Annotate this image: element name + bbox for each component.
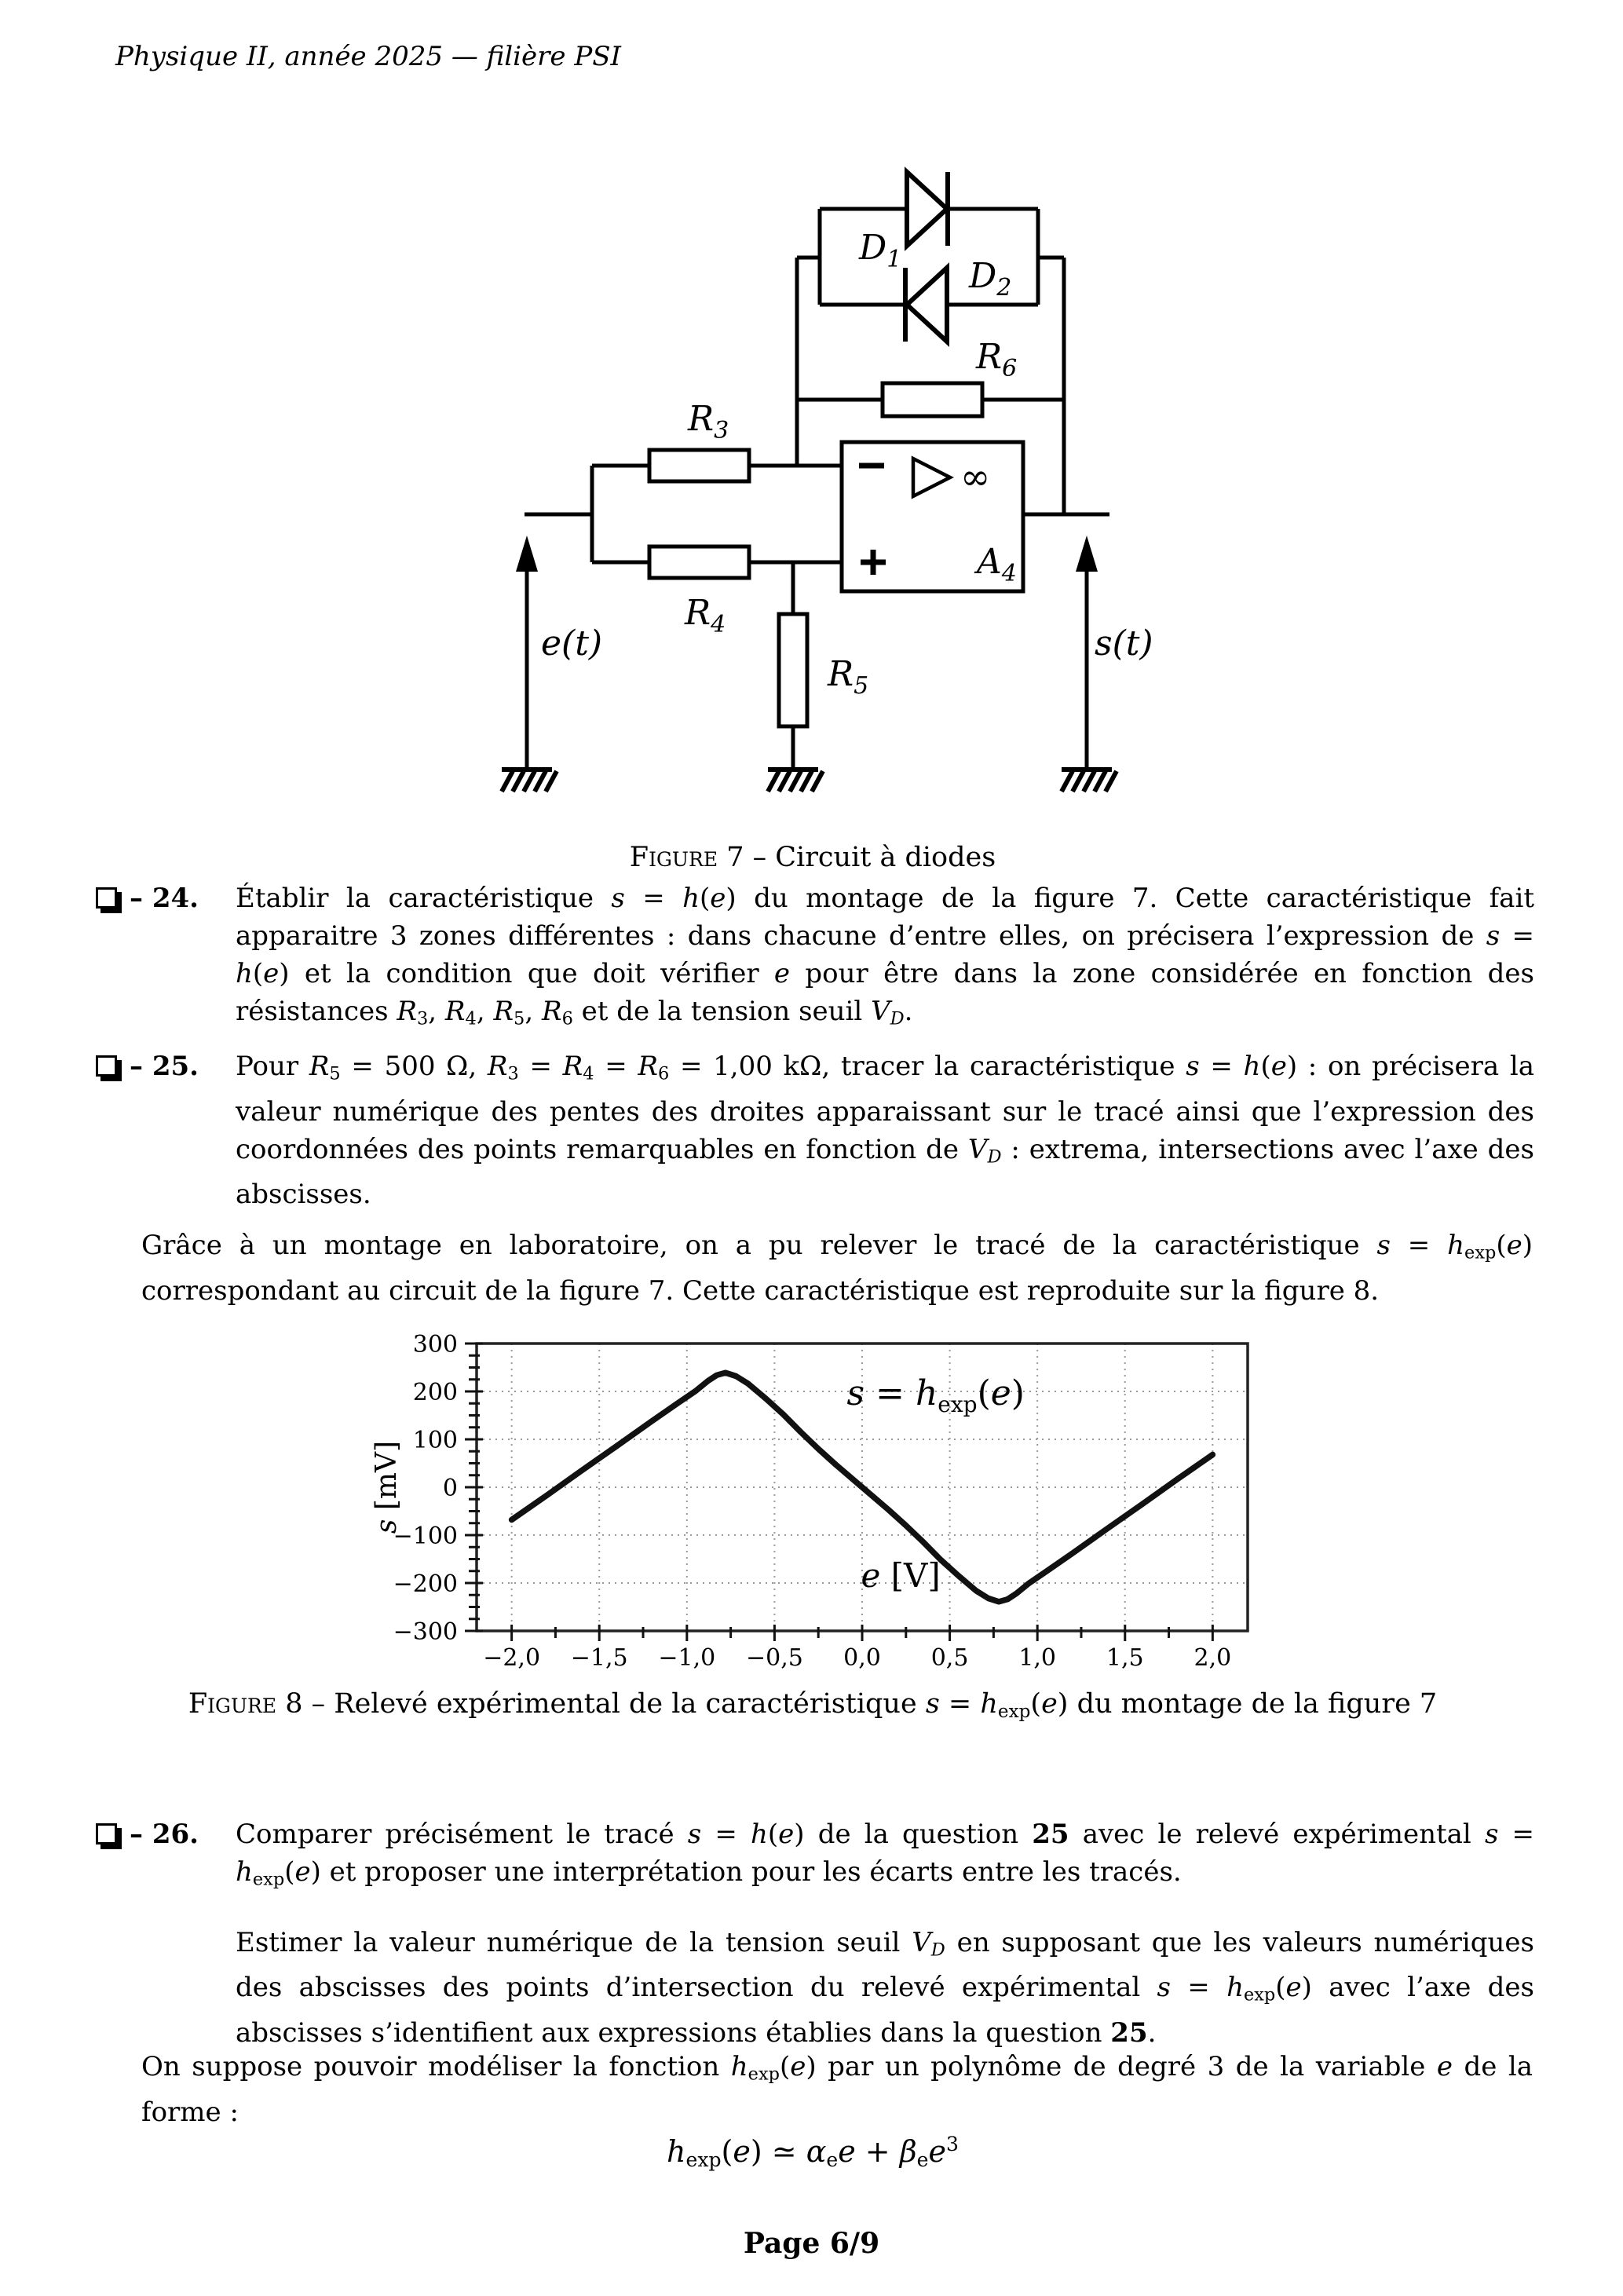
ground-icon	[1062, 770, 1117, 792]
question-26-marker	[96, 1815, 236, 2052]
question-25-text: Pour R5 = 500 Ω, R3 = R4 = R6 = 1,00 kΩ, tracer la caractéristique s = h(e) : on précisera la valeur numérique des pentes des droites apparaissant sur le tracé ainsi que l’expression des coordonnées des points remarquables en fonction de VD : extrema, intersections avec l’axe des abscisses.	[236, 1051, 1535, 1211]
y-tick-label: 300	[412, 1331, 458, 1358]
model-paragraph: On suppose pouvoir modéliser la fonction hexp(e) par un polynôme de degré 3 de la variable e de la forme :	[141, 2051, 1533, 2128]
x-tick-label: 1,5	[1106, 1644, 1144, 1672]
y-tick-label: 200	[412, 1379, 458, 1406]
y-tick-label: −200	[393, 1570, 458, 1598]
diode-d1-icon	[907, 172, 947, 246]
y-tick-label: −100	[393, 1523, 458, 1550]
label-a4: $A_4$	[977, 542, 1017, 587]
question-26-part2: Estimer la valeur numérique de la tension seuil VD en supposant que les valeurs numériques des abscisses des points d’intersection du relevé expérimental s = hexp(e) avec l’axe des abscisses s’identifient aux expressions établies dans la question 25.	[236, 1926, 1534, 2049]
label-e-t: e(t)	[541, 623, 603, 664]
x-tick-label: 0,0	[843, 1644, 881, 1672]
x-tick-label: −1,5	[570, 1644, 628, 1672]
label-s-t: s(t)	[1095, 623, 1153, 664]
chart-annotation: $s = h_{exp}(e)$	[846, 1373, 1025, 1418]
output-arrowhead-icon	[1076, 536, 1098, 572]
label-d1: $D_1$	[859, 228, 902, 273]
label-r3: $R_3$	[688, 399, 729, 444]
question-26	[96, 1815, 1534, 2052]
lab-paragraph: Grâce à un montage en laboratoire, on a pu relever le tracé de la caractéristique s = hexp(e) correspondant au circuit de la figure 7. Cette caractéristique est reproduite sur la figure 8.	[141, 1230, 1533, 1307]
resistor-r6	[883, 383, 982, 416]
checkbox-icon	[96, 887, 117, 909]
question-25-marker	[96, 1047, 236, 1213]
resistor-r5	[779, 614, 807, 726]
label-d2: $D_2$	[969, 256, 1012, 302]
question-26-number: – 26.	[130, 1819, 199, 1850]
x-tick-label: 0,5	[930, 1644, 969, 1672]
x-tick-label: −0,5	[745, 1644, 803, 1672]
figure8-caption: Figure 8 – Relevé expérimental de la caractéristique s = hexp(e) du montage de la figure 7	[188, 1688, 1438, 1722]
resistor-r3	[649, 450, 749, 481]
figure7-caption: Figure 7 – Circuit à diodes	[629, 842, 996, 873]
polynomial-formula: hexp(e) ≃ αee + βee$^3$	[667, 2133, 959, 2172]
resistor-r4	[649, 547, 749, 578]
page-number: Page 6/9	[743, 2227, 880, 2260]
x-tick-label: −2,0	[483, 1644, 541, 1672]
question-24	[96, 879, 1534, 1038]
infinity-gain-icon: ∞	[960, 455, 991, 498]
x-tick-label: 1,0	[1018, 1644, 1057, 1672]
y-tick-label: 0	[442, 1475, 458, 1502]
label-r5: $R_5$	[828, 654, 869, 700]
x-tick-label: −1,0	[658, 1644, 716, 1672]
question-26-part1: Comparer précisément le tracé s = h(e) de la question 25 avec le relevé expérimental s = hexp(e) et proposer une interprétation pour les écarts entre les tracés.	[236, 1819, 1535, 1890]
y-axis-label: s [mV]	[371, 1440, 403, 1534]
question-24-marker	[96, 879, 236, 1038]
question-25	[96, 1047, 1534, 1213]
ground-icon	[502, 770, 557, 792]
checkbox-icon	[96, 1823, 117, 1844]
label-r6: $R_6$	[976, 337, 1018, 382]
question-25-number: – 25.	[130, 1051, 199, 1082]
checkbox-icon	[96, 1055, 117, 1077]
label-r4: $R_4$	[685, 593, 726, 638]
question-24-text: Établir la caractéristique s = h(e) du montage de la figure 7. Cette caractéristique fait apparaitre 3 zones différentes : dans chacune d’entre elles, on précisera l’expression de s = h(e) et la condition que doit vérifier e pour être dans la zone considérée en fonction des résistances R3, R4, R5, R6 et de la tension seuil VD.	[236, 883, 1535, 1029]
ground-icon	[768, 770, 823, 792]
figure8-chart	[369, 1324, 1256, 1679]
chart-annotation: e [V]	[861, 1556, 941, 1595]
page-header: Physique II, année 2025 — filière PSI	[115, 41, 621, 72]
question-24-number: – 24.	[130, 883, 199, 914]
figure7-circuit-diagram	[455, 133, 1241, 824]
question-26-text	[236, 1815, 1534, 2052]
diode-d2-icon	[907, 268, 947, 342]
x-tick-label: 2,0	[1193, 1644, 1232, 1672]
y-tick-label: 100	[412, 1427, 458, 1454]
y-tick-label: −300	[393, 1618, 458, 1646]
input-arrowhead-icon	[516, 536, 538, 572]
